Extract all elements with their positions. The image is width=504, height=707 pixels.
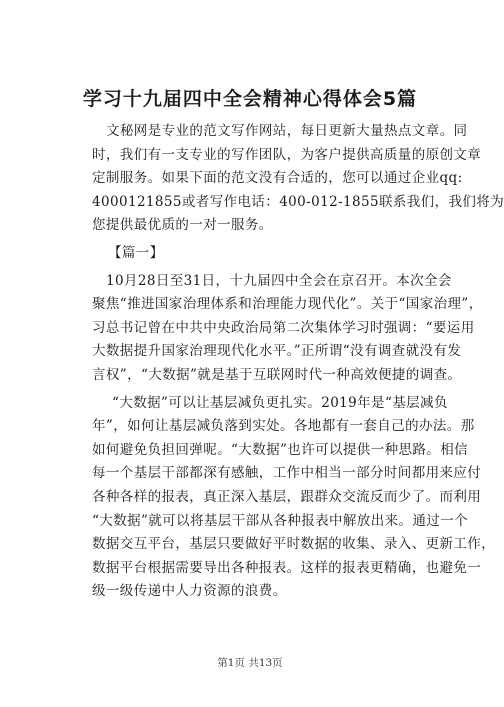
paragraph-line: 数据交互平台，基层只要做好平时数据的收集、录入、更新工作， bbox=[92, 536, 496, 553]
paragraph-line: 如何避免负担回弹呢。“大数据”也许可以提供一种思路。相信 bbox=[92, 441, 469, 458]
intro-line: 您提供最优质的一对一服务。 bbox=[92, 217, 273, 234]
paragraph-line: 每一个基层干部都深有感触，工作中相当一部分时间都用来应付 bbox=[92, 465, 482, 482]
paragraph-line: 习总书记曾在中共中央政治局第二次集体学习时强调：“要运用 bbox=[92, 319, 475, 336]
paragraph-line: 大数据提升国家治理现代化水平。”正所谓“没有调查就没有发 bbox=[92, 343, 462, 360]
paragraph-line: 10月28日至31日，十九届四中全会在京召开。本次全会 bbox=[106, 272, 452, 289]
paragraph-line: 数据平台根据需要导出各种报表。这样的报表更精确，也避免一 bbox=[92, 559, 482, 576]
intro-line: 定制服务。如果下面的范文没有合适的，您可以通过企业qq: bbox=[92, 170, 463, 187]
intro-paragraph bbox=[92, 120, 504, 238]
document-title: 学习十九届四中全会精神心得体会5篇 bbox=[82, 88, 418, 110]
page-number-footer: 第1页 共13页 bbox=[217, 657, 283, 669]
document-body bbox=[92, 120, 504, 604]
intro-line: 时，我们有一支专业的写作团队，为客户提供高质量的原创文章 bbox=[92, 146, 482, 163]
paragraph-line: 级一级传递中人力资源的浪费。 bbox=[92, 583, 287, 600]
paragraph-line: 年”，如何让基层减负落到实处。各地都有一套自己的办法。那 bbox=[92, 418, 475, 435]
section-heading: 【篇一】 bbox=[108, 244, 164, 261]
intro-line: 4000121855或者写作电话：400-012-1855联系我们，我们将为 bbox=[92, 193, 504, 210]
paragraph-line: “大数据”就可以将基层干部从各种报表中解放出来。通过一个 bbox=[92, 512, 469, 529]
paragraph-line: 聚焦“推进国家治理体系和治理能力现代化”。关于“国家治理”， bbox=[92, 296, 483, 313]
intro-line: 文秘网是专业的范文写作网站，每日更新大量热点文章。同 bbox=[106, 123, 468, 139]
paragraph-line: 言权”，“大数据”就是基于互联网时代一种高效便捷的调查。 bbox=[92, 366, 462, 383]
paragraph-2 bbox=[92, 392, 496, 604]
paragraph-1 bbox=[92, 270, 483, 388]
paragraph-line: 各种各样的报表，真正深入基层，跟群众交流反而少了。而利用 bbox=[92, 488, 482, 505]
paragraph-line: “大数据”可以让基层减负更扎实。2019年是“基层减负 bbox=[112, 394, 448, 411]
